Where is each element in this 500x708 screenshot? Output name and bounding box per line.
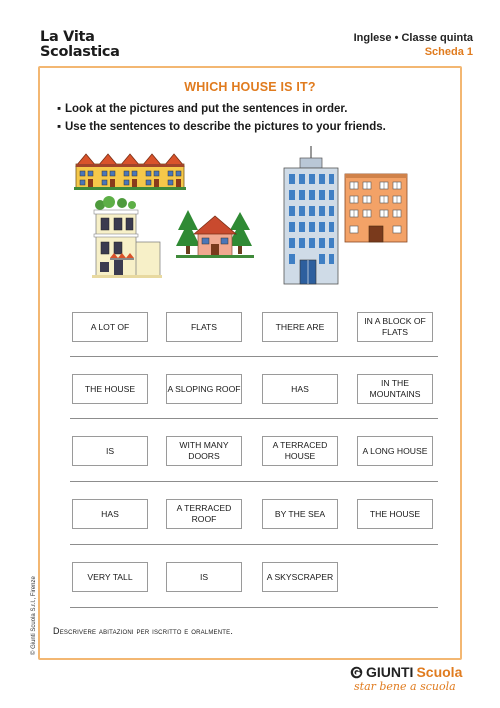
instruction-1 <box>57 103 347 115</box>
instruction-text: Use the sentences to describe the pictures to your friends. <box>65 121 386 133</box>
sentence-card[interactable]: A SKYSCRAPER <box>262 562 338 592</box>
sentence-card[interactable]: FLATS <box>166 312 242 342</box>
block-of-flats-icon <box>343 172 409 244</box>
brand-tagline: star bene a scuola <box>354 680 456 693</box>
answer-line <box>70 544 438 545</box>
sentence-card[interactable]: HAS <box>262 374 338 404</box>
subject-label: Inglese • Classe quinta <box>353 32 473 44</box>
sentence-card[interactable]: IN A BLOCK OF FLATS <box>357 312 433 342</box>
skyscraper-icon <box>280 146 342 286</box>
sentence-card[interactable]: A LOT OF <box>72 312 148 342</box>
giunti-g-icon <box>350 666 363 679</box>
seaside-house-icon <box>92 196 162 278</box>
sentence-card[interactable]: IS <box>166 562 242 592</box>
giunti-brand <box>350 664 470 680</box>
answer-line <box>70 607 438 608</box>
sentence-card[interactable]: A TERRACED ROOF <box>166 499 242 529</box>
logo-line-2: Scolastica <box>40 44 120 60</box>
answer-line <box>70 418 438 419</box>
mountain-house-icon <box>176 208 254 258</box>
sentence-card[interactable]: IS <box>72 436 148 466</box>
header-info <box>354 32 473 58</box>
instruction-text: Look at the pictures and put the sentences in order. <box>65 103 348 115</box>
giunti-scuola-logo <box>350 664 470 693</box>
square-bullet-icon: ▪ <box>57 103 62 115</box>
brand-scuola: Scuola <box>416 664 463 680</box>
sentence-card[interactable]: HAS <box>72 499 148 529</box>
sentence-card[interactable]: A LONG HOUSE <box>357 436 433 466</box>
learning-objective: Descrivere abitazioni per iscritto e oralmente. <box>53 626 234 636</box>
brand-giunti: GIUNTI <box>366 664 414 680</box>
la-vita-scolastica-logo <box>40 30 130 60</box>
sentence-card[interactable]: THE HOUSE <box>357 499 433 529</box>
answer-line <box>70 481 438 482</box>
sentence-card[interactable]: BY THE SEA <box>262 499 338 529</box>
square-bullet-icon: ▪ <box>57 121 62 133</box>
exercise-title: WHICH HOUSE IS IT? <box>184 80 316 94</box>
sheet-label: Scheda 1 <box>424 46 473 58</box>
sentence-card[interactable]: A SLOPING ROOF <box>166 374 242 404</box>
sentence-card[interactable]: THE HOUSE <box>72 374 148 404</box>
sentence-card[interactable]: THERE ARE <box>262 312 338 342</box>
answer-line <box>70 356 438 357</box>
sentence-card[interactable]: VERY TALL <box>72 562 148 592</box>
sentence-card[interactable]: WITH MANY DOORS <box>166 436 242 466</box>
copyright-notice: © Giunti Scuola S.r.l., Firenze <box>31 576 37 655</box>
instruction-2 <box>57 121 386 133</box>
logo-line-1: La Vita <box>40 29 95 45</box>
sentence-card[interactable]: IN THE MOUNTAINS <box>357 374 433 404</box>
terraced-houses-icon <box>74 150 186 190</box>
sentence-card[interactable]: A TERRACED HOUSE <box>262 436 338 466</box>
